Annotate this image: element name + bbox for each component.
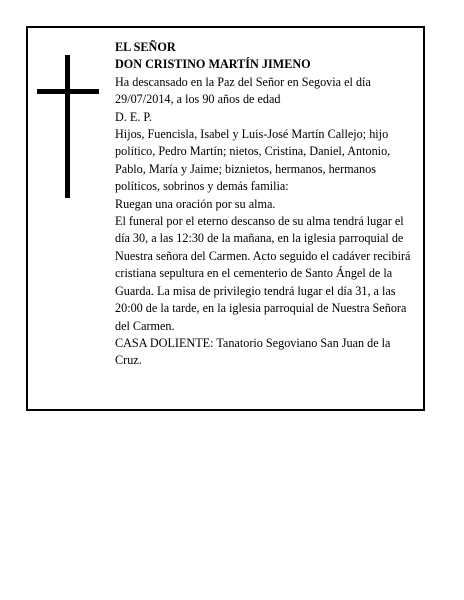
cross-vertical-bar [65, 55, 70, 198]
funeral-text: El funeral por el eterno descanso de su alma tendrá lugar el día 30, a las 12:30 de la mañana, en la iglesia parroquial de Nuestra señora del Carmen. Acto seguido el cadáver recibirá cristiana sepultura en el cementerio de Santo Ángel de la Guarda. La misa de privilegio tendrá lugar el día 31, a las 20:00 de la tarde, en la iglesia parroquial de Nuestra Señora del Carmen. [115, 214, 411, 333]
obituary-text [115, 39, 420, 370]
obituary-notice [26, 26, 425, 411]
cross-icon [37, 55, 99, 198]
deceased-name: DON CRISTINO MARTÍN JIMENO [115, 57, 311, 72]
cross-horizontal-bar [37, 89, 99, 94]
prayer-request-text: Ruegan una oración por su alma. [115, 196, 276, 211]
heading-title: EL SEÑOR [115, 40, 176, 54]
family-text: Hijos, Fuencisla, Isabel y Luis-José Martín Callejo; hijo político, Pedro Martín; nietos, Cristina, Daniel, Antonio, Pablo, María y Jaime; biznietos, hermanos, hermanos políticos, sobrinos y demás familia: [115, 127, 391, 194]
mourning-house-text: CASA DOLIENTE: Tanatorio Segoviano San Juan de la Cruz. [115, 335, 391, 368]
announcement-text: Ha descansado en la Paz del Señor en Segovia el día 29/07/2014, a los 90 años de edad [115, 74, 371, 107]
rip-text: D. E. P. [115, 109, 152, 124]
